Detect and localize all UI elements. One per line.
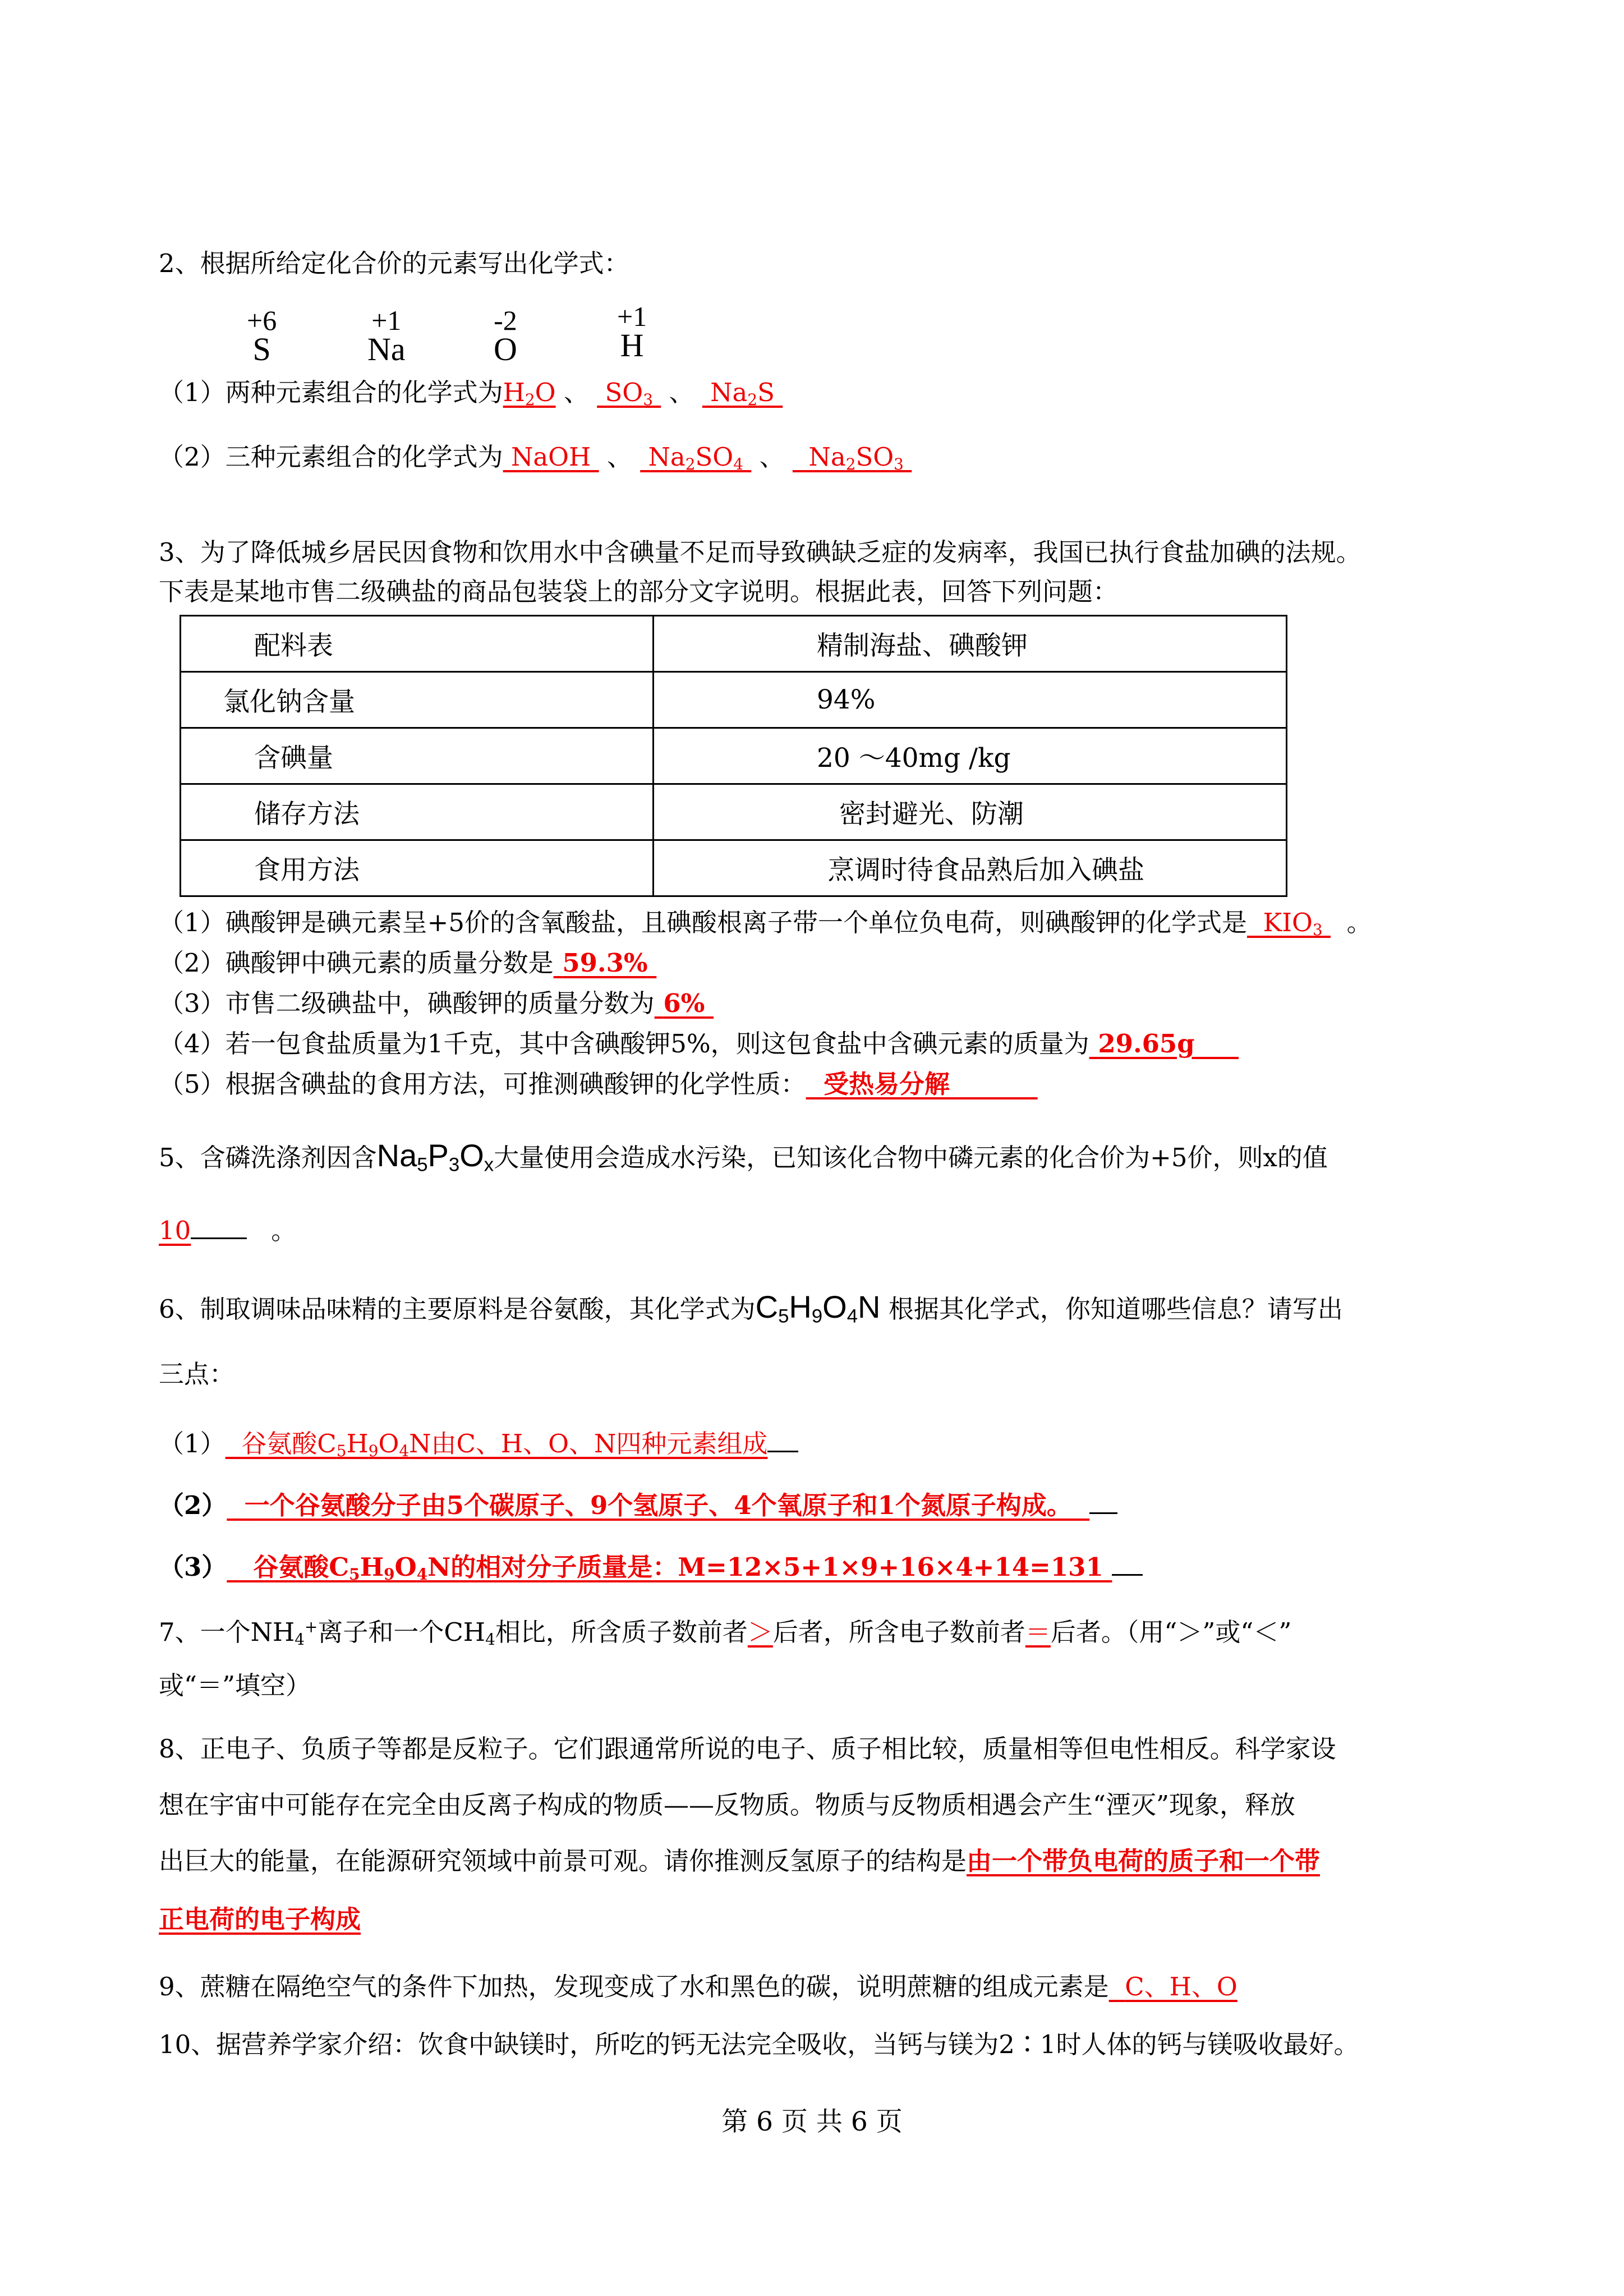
q3-intro-2: 下表是某地市售二级碘盐的商品包装袋上的部分文字说明。根据此表，回答下列问题： [159,577,1119,606]
answer-so3: $SO_3$ [597,378,653,409]
table-value: 20 ～40mg /kg [654,728,1287,784]
answer-na2so3: $Na_2SO_3$ [792,442,904,473]
answer-h2o: $H_2O$ [503,378,556,409]
q8-line-1: 8、正电子、负质子等都是反粒子。它们跟通常所说的电子、质子相比较，质量相等但电性相反。科学家设 [159,1734,1336,1764]
formula-na5p3ox: $Na_5P_3O_x$ [376,1138,494,1176]
table-key: 氯化钠含量 [181,672,654,728]
table-row [181,840,1287,896]
valence-h: +1 H [617,301,647,364]
answer-kio3-fraction: 6% [663,988,705,1018]
q2-part1: （1）两种元素组合的化学式为$H_2O$ 、 $SO_3$ 、 $Na_2S$ [159,378,783,409]
q3-sub3: （3）市售二级碘盐中，碘酸钾的质量分数为 6% [159,987,714,1020]
q6-answer-3: （3） 谷氨酸$C_5H_9O_4N$的相对分子质量是：M=12×5+1×9+16×4+14=131 [159,1548,1143,1584]
answer-kio3: $KIO_3$ [1246,908,1323,939]
answer-x: 10 [159,1216,191,1245]
answer-info-1: 谷氨酸$C_5H_9O_4N$由C、H、O、N四种元素组成 [225,1429,768,1460]
answer-info-3: 谷氨酸$C_5H_9O_4N$的相对分子质量是：M=12×5+1×9+16×4+14=131 [227,1552,1112,1584]
q9-text: 9、蔗糖在隔绝空气的条件下加热，发现变成了水和黑色的碳，说明蔗糖的组成元素是 C、H、O [159,1972,1237,2001]
table-value: 密封避光、防潮 [654,784,1287,840]
answer-elements: C、H、O [1125,1972,1237,2001]
table-value: 烹调时待食品熟后加入碘盐 [654,840,1287,896]
q10-text: 10、据营养学家介绍：饮食中缺镁时，所吃的钙无法完全吸收，当钙与镁为2∶1时人体的钙与镁吸收最好。 [159,2030,1359,2059]
q7-text-2: 或“＝”填空） [159,1671,311,1700]
q8-line-2: 想在宇宙中可能存在完全由反离子构成的物质——反物质。物质与反物质相遇会产生“湮灭”现象，释放 [159,1790,1296,1820]
table-row [181,784,1287,840]
q3-sub2: （2）碘酸钾中碘元素的质量分数是 59.3% [159,946,656,980]
q6-answer-2: （2） 一个谷氨酸分子由5个碳原子、9个氢原子、4个氧原子和1个氮原子构成。 [159,1487,1117,1522]
answer-electrons: ＝ [1025,1617,1051,1647]
table-key: 储存方法 [181,784,654,840]
valence-s: +6 S [247,305,277,367]
table-key: 食用方法 [181,840,654,896]
answer-iodine-mass: 29.65g [1098,1029,1195,1059]
q3-sub5: （5）根据含碘盐的食用方法，可推测碘酸钾的化学性质： 受热易分解 [159,1068,1038,1101]
q6-text-2: 三点： [159,1359,235,1389]
answer-na2so4: $Na_2SO_4$ [640,442,743,473]
q3-sub1: （1）碘酸钾是碘元素呈+5价的含氧酸盐，且碘酸根离子带一个单位负电荷，则碘酸钾的化学式是 $KIO_3$ 。 [159,908,1372,939]
q3-sub4: （4）若一包食盐质量为1千克，其中含碘酸钾5%，则这包食盐中含碘元素的质量为 29.65g [159,1027,1239,1061]
answer-info-2: 一个谷氨酸分子由5个碳原子、9个氢原子、4个氧原子和1个氮原子构成。 [244,1490,1072,1520]
answer-antihydrogen: 由一个带负电荷的质子和一个带 [967,1846,1321,1876]
table-row [181,616,1287,672]
table-row [181,672,1287,728]
answer-iodine-fraction: 59.3% [562,948,648,978]
q7-text: 7、一个$NH_4^+$离子和一个$CH_4$相比，所含质子数前者＞后者，所含电子数前者＝后者。（用“＞”或“＜” [159,1617,1292,1649]
q3-intro-1: 3、为了降低城乡居民因食物和饮用水中含碘量不足而导致碘缺乏症的发病率，我国已执行食盐加碘的法规。 [159,537,1361,567]
answer-chemical-property: 受热易分解 [823,1069,950,1099]
q5-answer-line: 10 。 [159,1212,296,1248]
q2-title: 2、根据所给定化合价的元素写出化学式： [159,249,629,278]
q6-text: 6、制取调味品味精的主要原料是谷氨酸，其化学式为$C_5H_9O_4N$ 根据其化学式，你知道哪些信息？请写出 [159,1289,1343,1327]
q5-text: 5、含磷洗涤剂因含$Na_5P_3O_x$大量使用会造成水污染，已知该化合物中磷元素的化合价为+5价，则x的值 [159,1138,1328,1176]
table-value: 94% [654,672,1287,728]
formula-c5h9o4n: $C_5H_9O_4N$ [755,1289,881,1327]
salt-info-table [180,615,1287,897]
page-footer: 第 6 页 共 6 页 [721,2106,903,2137]
valence-na: +1 Na [367,305,406,367]
table-key: 配料表 [181,616,654,672]
q8-line-3: 出巨大的能量，在能源研究领域中前景可观。请你推测反氢原子的结构是由一个带负电荷的质子和一个带 [159,1846,1321,1876]
q2-part2: （2）三种元素组合的化学式为 NaOH 、 $Na_2SO_4$ 、 $Na_2SO_3$ [159,440,912,474]
answer-naoh: NaOH [503,442,599,472]
q8-line-4 [159,1903,361,1936]
answer-na2s: $Na_2S$ [702,378,783,409]
valence-o: -2 O [494,305,517,367]
table-value: 精制海盐、碘酸钾 [654,616,1287,672]
table-key: 含碘量 [181,728,654,784]
table-row [181,728,1287,784]
answer-antihydrogen-cont: 正电荷的电子构成 [159,1904,361,1934]
q6-answer-1: （1） 谷氨酸$C_5H_9O_4N$由C、H、O、N四种元素组成 [159,1425,798,1461]
answer-protons: ＞ [747,1617,773,1647]
